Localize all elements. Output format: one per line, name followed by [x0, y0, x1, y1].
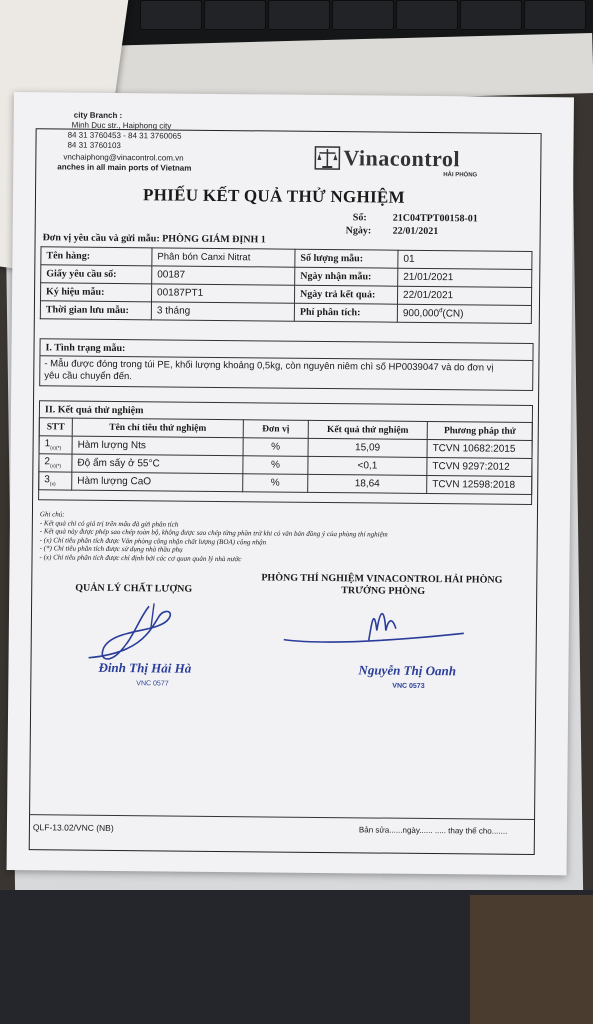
giay-label: Giấy yêu cầu số:	[41, 265, 152, 284]
left-signer-name: Đinh Thị Hải Hà	[98, 659, 192, 676]
note-line: - Kết quả chỉ có giá trị trên mẫu đã gửi phân tích	[39, 518, 179, 529]
row-result: 15,09	[308, 438, 427, 457]
col-header-method: Phương pháp thử	[427, 421, 532, 440]
row-unit: %	[243, 474, 308, 493]
row-unit: %	[243, 438, 308, 457]
phi-value	[397, 304, 531, 323]
sample-info-table	[40, 246, 533, 324]
branch-line-4: 84 31 3760103	[67, 140, 121, 151]
row-method: TCVN 12598:2018	[427, 475, 532, 494]
note-line: - (*) Chỉ tiêu phân tích được sử dụng nhà thầu phụ	[39, 544, 183, 554]
right-signature-title-2: TRƯỞNG PHÒNG	[341, 585, 426, 597]
thoi-gian-value: 3 tháng	[151, 302, 294, 321]
branch-line-1: city Branch :	[73, 110, 123, 121]
note-line: - (x) Chỉ tiêu phân tích được Văn phòng công nhận chất lượng (BOA) công nhận	[39, 535, 267, 546]
keyboard-key	[332, 0, 394, 30]
thoi-gian-label: Thời gian lưu mẫu:	[40, 301, 151, 320]
stt-number: 1	[44, 438, 51, 450]
col-header-result: Kết quả thử nghiệm	[308, 420, 427, 439]
left-signature-title: QUẢN LÝ CHẤT LƯỢNG	[75, 582, 193, 595]
section1-heading: I. Tình trạng mẫu:	[45, 342, 126, 355]
row-method: TCVN 9297:2012	[427, 457, 532, 476]
keyboard-key	[140, 0, 202, 30]
col-header-unit: Đơn vị	[243, 420, 308, 439]
row-name: Hàm lượng CaO	[72, 472, 243, 492]
section2-heading: II. Kết quả thử nghiệm	[44, 404, 144, 417]
ten-hang-value: Phân bón Canxi Nitrat	[152, 248, 295, 267]
row-method: TCVN 10682:2015	[427, 439, 532, 458]
table-row	[39, 472, 532, 495]
branch-line-2: Minh Duc str., Haiphong city	[71, 120, 172, 131]
section1-text-1: - Mẫu được đóng trong túi PE, khối lượng khoảng 0,5kg, còn nguyên niêm chì số HP0039047 và do đơn vị	[44, 358, 494, 374]
ngay-value: 22/01/2021	[392, 225, 439, 238]
form-code: QLF-13.02/VNC (NB)	[32, 822, 114, 833]
keyboard-key	[460, 0, 522, 30]
phi-amount: 900,000	[402, 307, 440, 320]
col-header-stt: STT	[39, 418, 72, 436]
row-result: 18,64	[308, 474, 427, 493]
stt-note: (x)(*)	[50, 445, 62, 452]
notes-title: Ghi chú:	[39, 510, 65, 519]
stt-number: 2	[44, 456, 51, 468]
keyboard-key	[396, 0, 458, 30]
keyboard-key	[268, 0, 330, 30]
document-page	[7, 92, 574, 875]
right-signature-icon	[274, 600, 475, 662]
section1-text-2: yêu cầu chuyển đến.	[44, 370, 133, 383]
ngay-label: Ngày:	[345, 225, 372, 237]
results-table	[38, 417, 533, 495]
right-signer-name: Nguyễn Thị Oanh	[358, 662, 457, 679]
row-result: <0,1	[308, 456, 427, 475]
so-label: Số:	[352, 212, 367, 224]
vinacontrol-logo	[313, 145, 503, 187]
left-signer-code: VNC 0577	[136, 680, 169, 688]
requester-label: Đơn vị yêu cầu và gửi mẫu:	[42, 232, 160, 245]
keyboard-key	[204, 0, 266, 30]
phi-label: Phí phân tích:	[294, 303, 397, 322]
giay-value: 00187	[152, 266, 295, 285]
phi-suffix: (CN)	[442, 308, 464, 320]
right-signer-code: VNC 0573	[392, 682, 425, 690]
requester-line	[43, 232, 266, 245]
so-luong-label: Số lượng mẫu:	[295, 249, 398, 268]
row-stt	[39, 454, 72, 472]
keyboard-key	[524, 0, 586, 30]
stt-number: 3	[44, 474, 50, 486]
ngay-nhan-label: Ngày nhận mẫu:	[295, 267, 398, 286]
sample-condition-box	[39, 338, 533, 391]
note-line: - Kết quả này được phép sao chép toàn bộ, không được sao chép từng phần trừ khi có văn bản đồng ý của phòng thí nghiệm	[39, 527, 388, 539]
results-box	[38, 400, 533, 505]
row-stt	[39, 436, 72, 454]
stt-note: (x)	[49, 481, 56, 488]
stt-note: (x)(*)	[49, 463, 62, 470]
ngay-tra-label: Ngày trả kết quả:	[294, 285, 397, 304]
branch-line-5: vnchaiphong@vinacontrol.com.vn	[63, 152, 184, 163]
ky-hieu-label: Ký hiệu mẫu:	[40, 283, 151, 302]
document-title: PHIẾU KẾT QUẢ THỬ NGHIỆM	[142, 185, 406, 207]
notes-block	[39, 510, 529, 566]
right-signature-title-1: PHÒNG THÍ NGHIỆM VINACONTROL HẢI PHÒNG	[261, 572, 503, 586]
col-header-name: Tên chỉ tiêu thử nghiệm	[72, 418, 243, 438]
logo-name: Vinacontrol	[343, 145, 461, 172]
desk-wood	[470, 895, 593, 1024]
row-name: Hàm lượng Nts	[72, 436, 243, 456]
branch-line-3: 84 31 3760453 - 84 31 3760065	[67, 130, 182, 141]
ky-hieu-value: 00187PT1	[151, 284, 294, 303]
row-name: Độ ẩm sấy ở 55°C	[72, 454, 243, 474]
logo-subtitle: HẢI PHÒNG	[443, 172, 478, 179]
ngay-tra-value: 22/01/2021	[397, 286, 531, 305]
requester-value: PHÒNG GIÁM ĐỊNH 1	[162, 233, 266, 246]
scale-icon	[313, 145, 341, 171]
revision-line: Bản sửa......ngày...... ..... thay thế cho.......	[358, 825, 508, 836]
row-unit: %	[243, 456, 308, 475]
branch-line-6: anches in all main ports of Vietnam	[57, 162, 192, 173]
so-value: 21C04TPT00158-01	[392, 212, 478, 225]
ten-hang-label: Tên hàng:	[41, 247, 152, 266]
row-stt	[39, 472, 72, 490]
note-line: - (x) Chỉ tiêu phân tích được chỉ định bởi các cơ quan quản lý nhà nước	[39, 552, 242, 563]
phi-currency: đ	[439, 307, 443, 314]
so-luong-value: 01	[398, 250, 532, 269]
ngay-nhan-value: 21/01/2021	[398, 268, 532, 287]
